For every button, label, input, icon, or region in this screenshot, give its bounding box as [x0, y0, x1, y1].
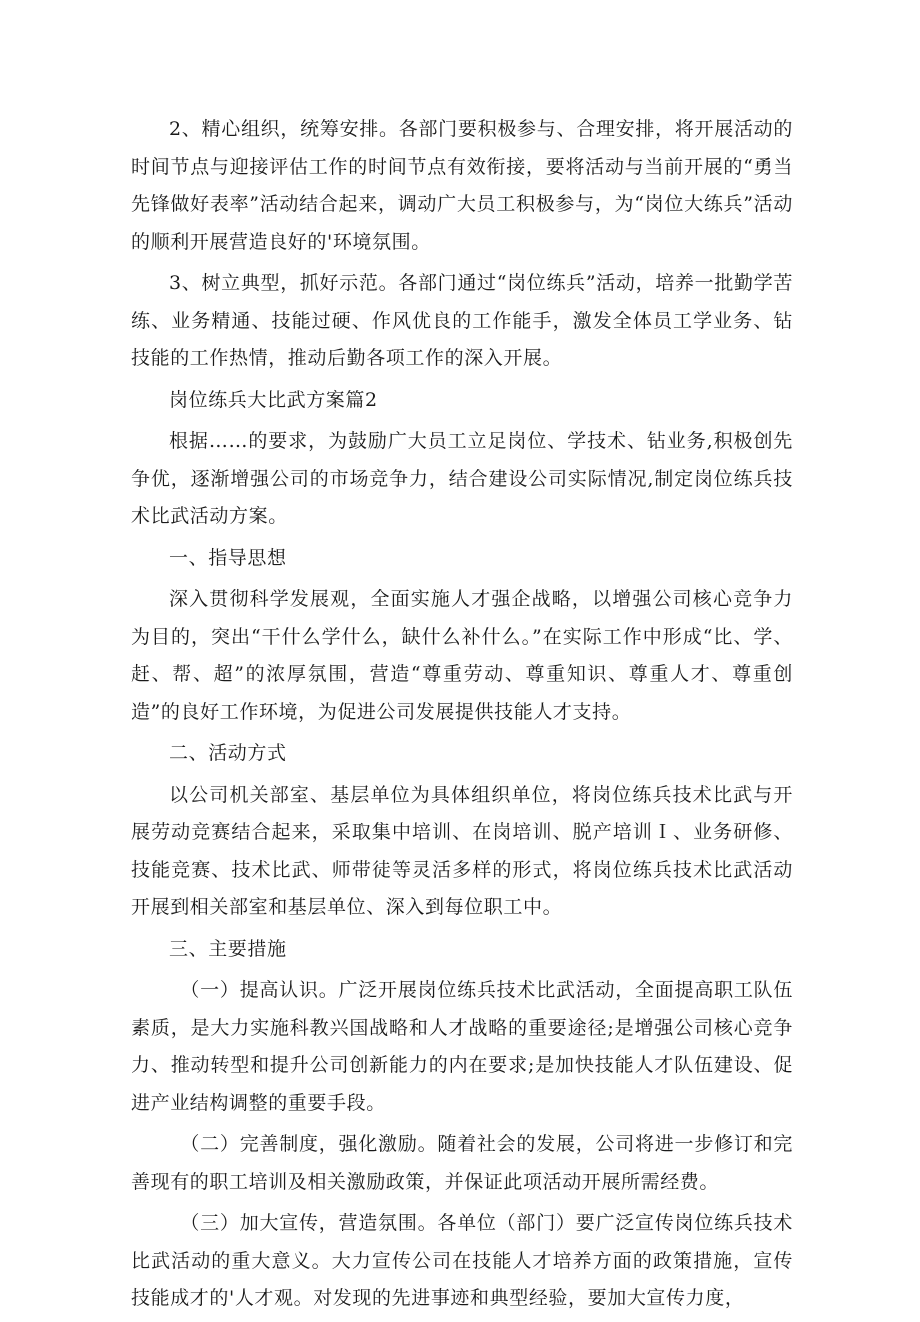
paragraph-activity-method: 以公司机关部室、基层单位为具体组织单位，将岗位练兵技术比武与开展劳动竞赛结合起来，采取集中培训、在岗培训、脱产培训Ｉ、业务研修、技能竞赛、技术比武、师带徒等灵活多样的形式，将岗位练兵技术比武活动开展到相关部室和基层单位、深入到每位职工中。	[131, 783, 793, 918]
paragraph-guiding-ideology: 深入贯彻科学发展观，全面实施人才强企战略，以增强公司核心竞争力为目的，突出“干什么学什么，缺什么补什么。”在实际工作中形成“比、学、赶、帮、超”的浓厚氛围，营造“尊重劳动、尊重知识、尊重人才、尊重创造”的良好工作环境，为促进公司发展提供技能人才支持。	[131, 588, 793, 723]
paragraph-example: 3、树立典型，抓好示范。各部门通过“岗位练兵”活动，培养一批勤学苦练、业务精通、技能过硬、作风优良的工作能手，激发全体员工学业务、钻技能的工作热情，推动后勤各项工作的深入开展。	[131, 272, 793, 369]
heading-activity-method: 二、活动方式	[169, 742, 287, 764]
paragraph-organize: 2、精心组织，统筹安排。各部门要积极参与、合理安排，将开展活动的时间节点与迎接评估工作的时间节点有效衔接，要将活动与当前开展的“勇当先锋做好表率”活动结合起来，调动广大员工积极参与，为“岗位大练兵”活动的顺利开展营造良好的'环境氛围。	[131, 118, 793, 253]
heading-guiding-ideology: 一、指导思想	[169, 546, 287, 569]
paragraph-intro: 根据……的要求，为鼓励广大员工立足岗位、学技术、钻业务,积极创先争优，逐渐增强公司的市场竞争力，结合建设公司实际情况,制定岗位练兵技术比武活动方案。	[131, 430, 793, 527]
paragraph-measure-1: （一）提高认识。广泛开展岗位练兵技术比武活动，全面提高职工队伍素质，是大力实施科教兴国战略和人才战略的重要途径;是增强公司核心竞争力、推动转型和提升公司创新能力的内在要求;是加快技能人才队伍建设、促进产业结构调整的重要手段。	[131, 979, 793, 1114]
paragraph-measure-2: （二）完善制度，强化激励。随着社会的发展，公司将进一步修订和完善现有的职工培训及相关激励政策，并保证此项活动开展所需经费。	[131, 1133, 793, 1193]
paragraph-measure-3: （三）加大宣传，营造氛围。各单位（部门）要广泛宣传岗位练兵技术比武活动的重大意义。大力宣传公司在技能人才培养方面的政策措施，宣传技能成才的'人才观。对发现的先进事迹和典型经验，要加大宣传力度，	[131, 1212, 793, 1309]
heading-main-measures: 三、主要措施	[169, 937, 287, 960]
document-body	[131, 111, 793, 1322]
section-title-plan-2: 岗位练兵大比武方案篇2	[169, 388, 378, 411]
